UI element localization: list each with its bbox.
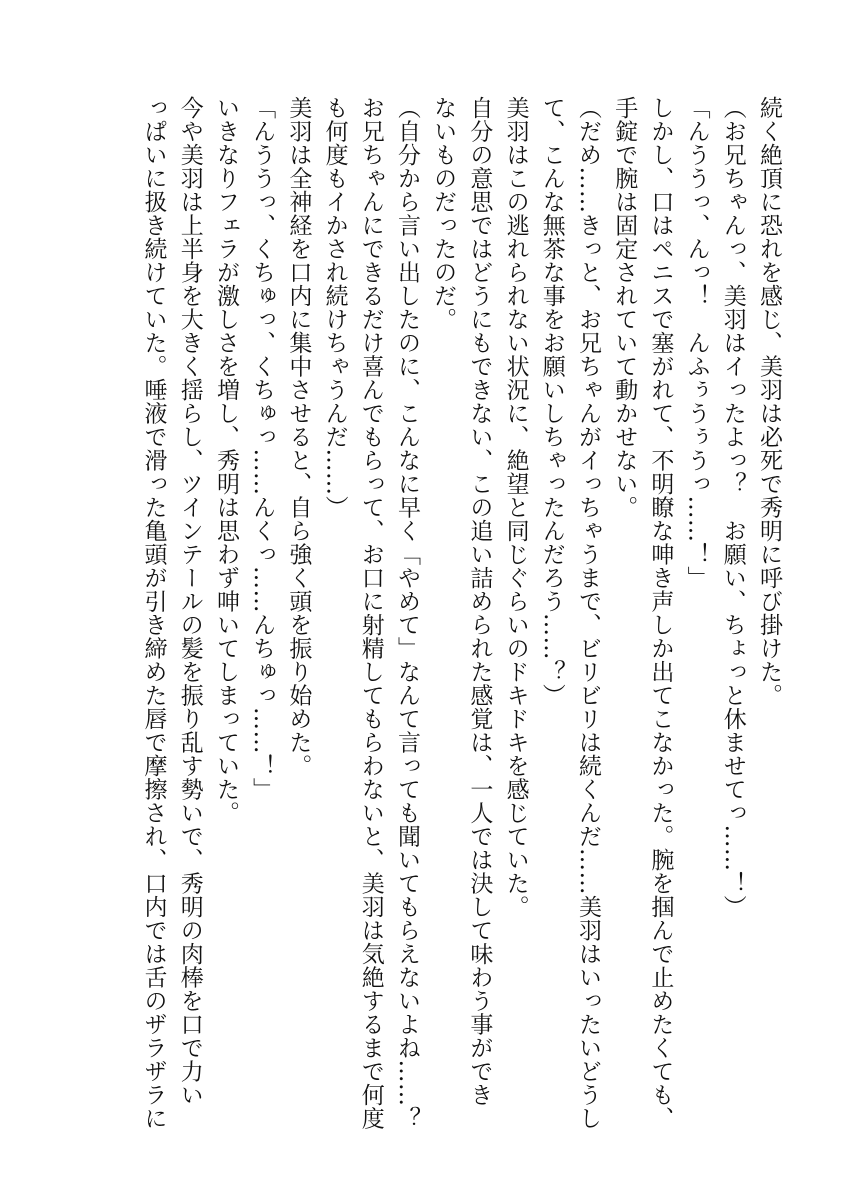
text-line: て、こんな無茶な事をお願いしちゃったんだろう……？）	[538, 96, 565, 707]
text-line: も何度もイかされ続けちゃうんだ……）	[321, 96, 348, 519]
text-line: 手錠で腕は固定されていて動かせない。	[611, 96, 638, 519]
text-line: お兄ちゃんにできるだけ喜んでもらって、お口に射精してもらわないと、美羽は気絶するまで何度	[357, 96, 384, 1130]
text-line: っぱいに扱き続けていた。唾液で滑った亀頭が引き締めた唇で摩擦され、口内では舌のザラザラに	[140, 96, 167, 1130]
text-line: 今や美羽は上半身を大きく揺らし、ツインテールの髪を振り乱す勢いで、秀明の肉棒を口で力い	[176, 96, 203, 1107]
text-line: （お兄ちゃんっ、美羽はイったよっ？ お願い、ちょっと休ませてっ……！）	[719, 96, 746, 919]
body-text	[135, 96, 787, 1130]
text-line: （だめ……きっと、お兄ちゃんがイっちゃうまで、ビリビリは続くんだ……美羽はいったいどうし	[574, 96, 601, 1130]
text-line: 「んううっ、んっ！ んふぅうぅうっ……！」	[683, 96, 710, 590]
text-line: 「んううっ、くちゅっ、くちゅっ……んくっ……んちゅっ……！」	[249, 96, 276, 801]
text-line: いきなりフェラが激しさを増し、秀明は思わず呻いてしまっていた。	[212, 96, 239, 825]
text-line: 自分の意思ではどうにもできない、この追い詰められた感覚は、一人では決して味わう事ができ	[466, 96, 493, 1107]
text-line: （自分から言い出したのに、こんなに早く「やめて」なんて言っても聞いてもらえないよね……？	[393, 96, 420, 1130]
text-line: 続く絶頂に恐れを感じ、美羽は必死で秀明に呼び掛けた。	[756, 96, 782, 707]
text-line: しかし、口はペニスで塞がれて、不明瞭な呻き声しか出てこなかった。腕を掴んで止めたくても、	[647, 96, 674, 1130]
text-line: ないものだったのだ。	[430, 96, 457, 331]
text-line: 美羽はこの逃れられない状況に、絶望と同じぐらいのドキドキを感じていた。	[502, 96, 529, 919]
text-line: 美羽は全神経を口内に集中させると、自ら強く頭を振り始めた。	[285, 96, 312, 778]
